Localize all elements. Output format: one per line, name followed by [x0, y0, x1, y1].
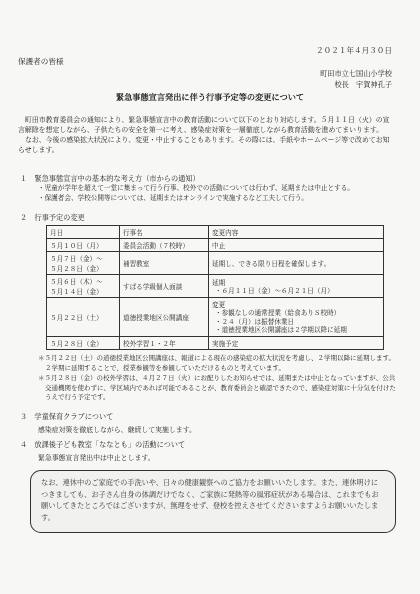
row-change: [209, 336, 384, 349]
change-text: ・６月１１日（金）～６月２１日（月）: [215, 286, 334, 295]
row-date: [47, 275, 120, 298]
change-text: ・参観なしの通常授業（給食ありＳ校時）: [215, 309, 341, 317]
change-text: 実施予定: [212, 339, 239, 348]
table-notes: [38, 354, 396, 404]
date-text: ５月２８日（金）: [50, 265, 103, 273]
sender-block: [320, 68, 392, 90]
change-text: ・道徳授業地区公開講座は２学期以降に延期: [215, 326, 347, 335]
row-change: [209, 275, 384, 298]
row-change: [209, 239, 384, 252]
column-header: 月日: [47, 226, 120, 239]
date-text: ５月１４日（金）: [50, 288, 103, 296]
bullet-item: ・保護者会、学校公開等については、延期またはオンラインで実施するなど工夫して行う。: [38, 193, 309, 202]
document-title: 緊急事態宣言発出に伴う行事予定等の変更について: [115, 92, 305, 102]
row-event: 校外学習１・２年: [120, 336, 209, 349]
table-row: [47, 252, 384, 275]
row-event: すばる学級個人面談: [120, 275, 209, 298]
intro-paragraph: 町田市教育委員会の通知により、緊急事態宣言中の教育活動について以下のとおり対応します。５月１１日（火）の宣言解除を想定しながら、子供たちの安全を第一に考え、感染症対策を一層徹底しながら教育活動を進めてまいります。: [18, 116, 390, 134]
table-row: [47, 336, 384, 349]
note-item: ＊５月２２日（土）の道徳授業地区公開講座は、報道による現在の感染症の拡大状況を考慮し、２学期以降に延期します。２学期に延期することで、授業参観等を参観していただけるものと考えています。: [38, 354, 395, 372]
date-text: ５月６日（木）～: [50, 278, 103, 286]
row-event: 委員会活動（７校時）: [120, 239, 209, 252]
table-row: [47, 298, 384, 337]
schedule-table: [46, 225, 384, 350]
date-text: ５月２２日（土）: [50, 313, 103, 322]
section-3-heading: ３ 学童保育クラブについて: [20, 412, 114, 421]
column-header: 行事名: [120, 226, 209, 239]
date-text: ５月１０日（月）: [50, 242, 103, 250]
table-row: [47, 275, 384, 298]
date-text: ５月７日（金）～: [50, 255, 103, 263]
closing-message-box: なお、連休中のご家庭での手洗いや、日々の健康観察へのご協力をお願いいたします。また、連休明けにつきましても、お子さん自身の体調だけでなく、ご家族に発熱等の風邪症状がある場合は、これまでもお願いしてきたところではございますが、無理をせず、登校を控えさせてくださいますようお願いいたします。: [30, 470, 396, 533]
row-change: [209, 252, 384, 275]
row-date: [47, 298, 120, 337]
row-event: 補習教室: [120, 252, 209, 275]
date-text: ５月２８日（金）: [50, 339, 103, 348]
section-1-heading: １ 緊急事態宣言中の基本的な考え方（市からの通知）: [20, 174, 200, 183]
document-date: ２０２１年４月３０日: [316, 46, 392, 55]
row-date: [47, 252, 120, 275]
row-event: 道徳授業地区公開講座: [120, 298, 209, 337]
bullet-item: ・児童が学年を超えて一堂に集まって行う行事、校外での活動については行わず、延期または中止とする。: [38, 184, 354, 192]
row-date: [47, 239, 120, 252]
section-4-heading: ４ 放課後子ども教室「ななとも」の活動について: [20, 440, 186, 449]
table-header-row: [47, 226, 384, 239]
section-1-bullets: [38, 184, 394, 203]
table-row: [47, 239, 384, 252]
addressee: 保護者の皆様: [18, 57, 64, 66]
intro-text: [18, 115, 394, 155]
section-2-heading: ２ 行事予定の変更: [20, 213, 85, 222]
section-4-body: 緊急事態宣言発出中は中止とします。: [38, 454, 155, 462]
column-header: 変更内容: [209, 226, 384, 239]
change-text: 変更: [212, 301, 226, 309]
row-change: [209, 298, 384, 337]
change-text: 中止: [212, 242, 226, 250]
sender-org: 町田市立七国山小学校: [320, 69, 392, 78]
section-3-body: 感染症対策を徹底しながら、継続して実施します。: [38, 426, 196, 434]
note-item: ＊５月２８日（金）の校外学習は、４月２７日（火）にお配りしたお知らせでは、延期または中止となっていますが、公共交通機関を使わずに、学区域内であれば可能であることが、教育委員会と確認できたので、感染症対策に十分気を付けたうえで行う予定です。: [38, 374, 396, 402]
change-text: ・２４（月）は振替休業日: [215, 317, 295, 326]
change-text: 延期し、できる限り日程を確保します。: [212, 260, 331, 268]
intro-paragraph: なお、今後の感染拡大状況により、変更・中止することもあります。その際には、手紙やホームページ等で改めてお知らせします。: [18, 136, 390, 154]
change-text: 延期: [212, 278, 226, 287]
sender-name: 校長 宇賀神孔子: [334, 80, 392, 89]
row-date: [47, 336, 120, 349]
